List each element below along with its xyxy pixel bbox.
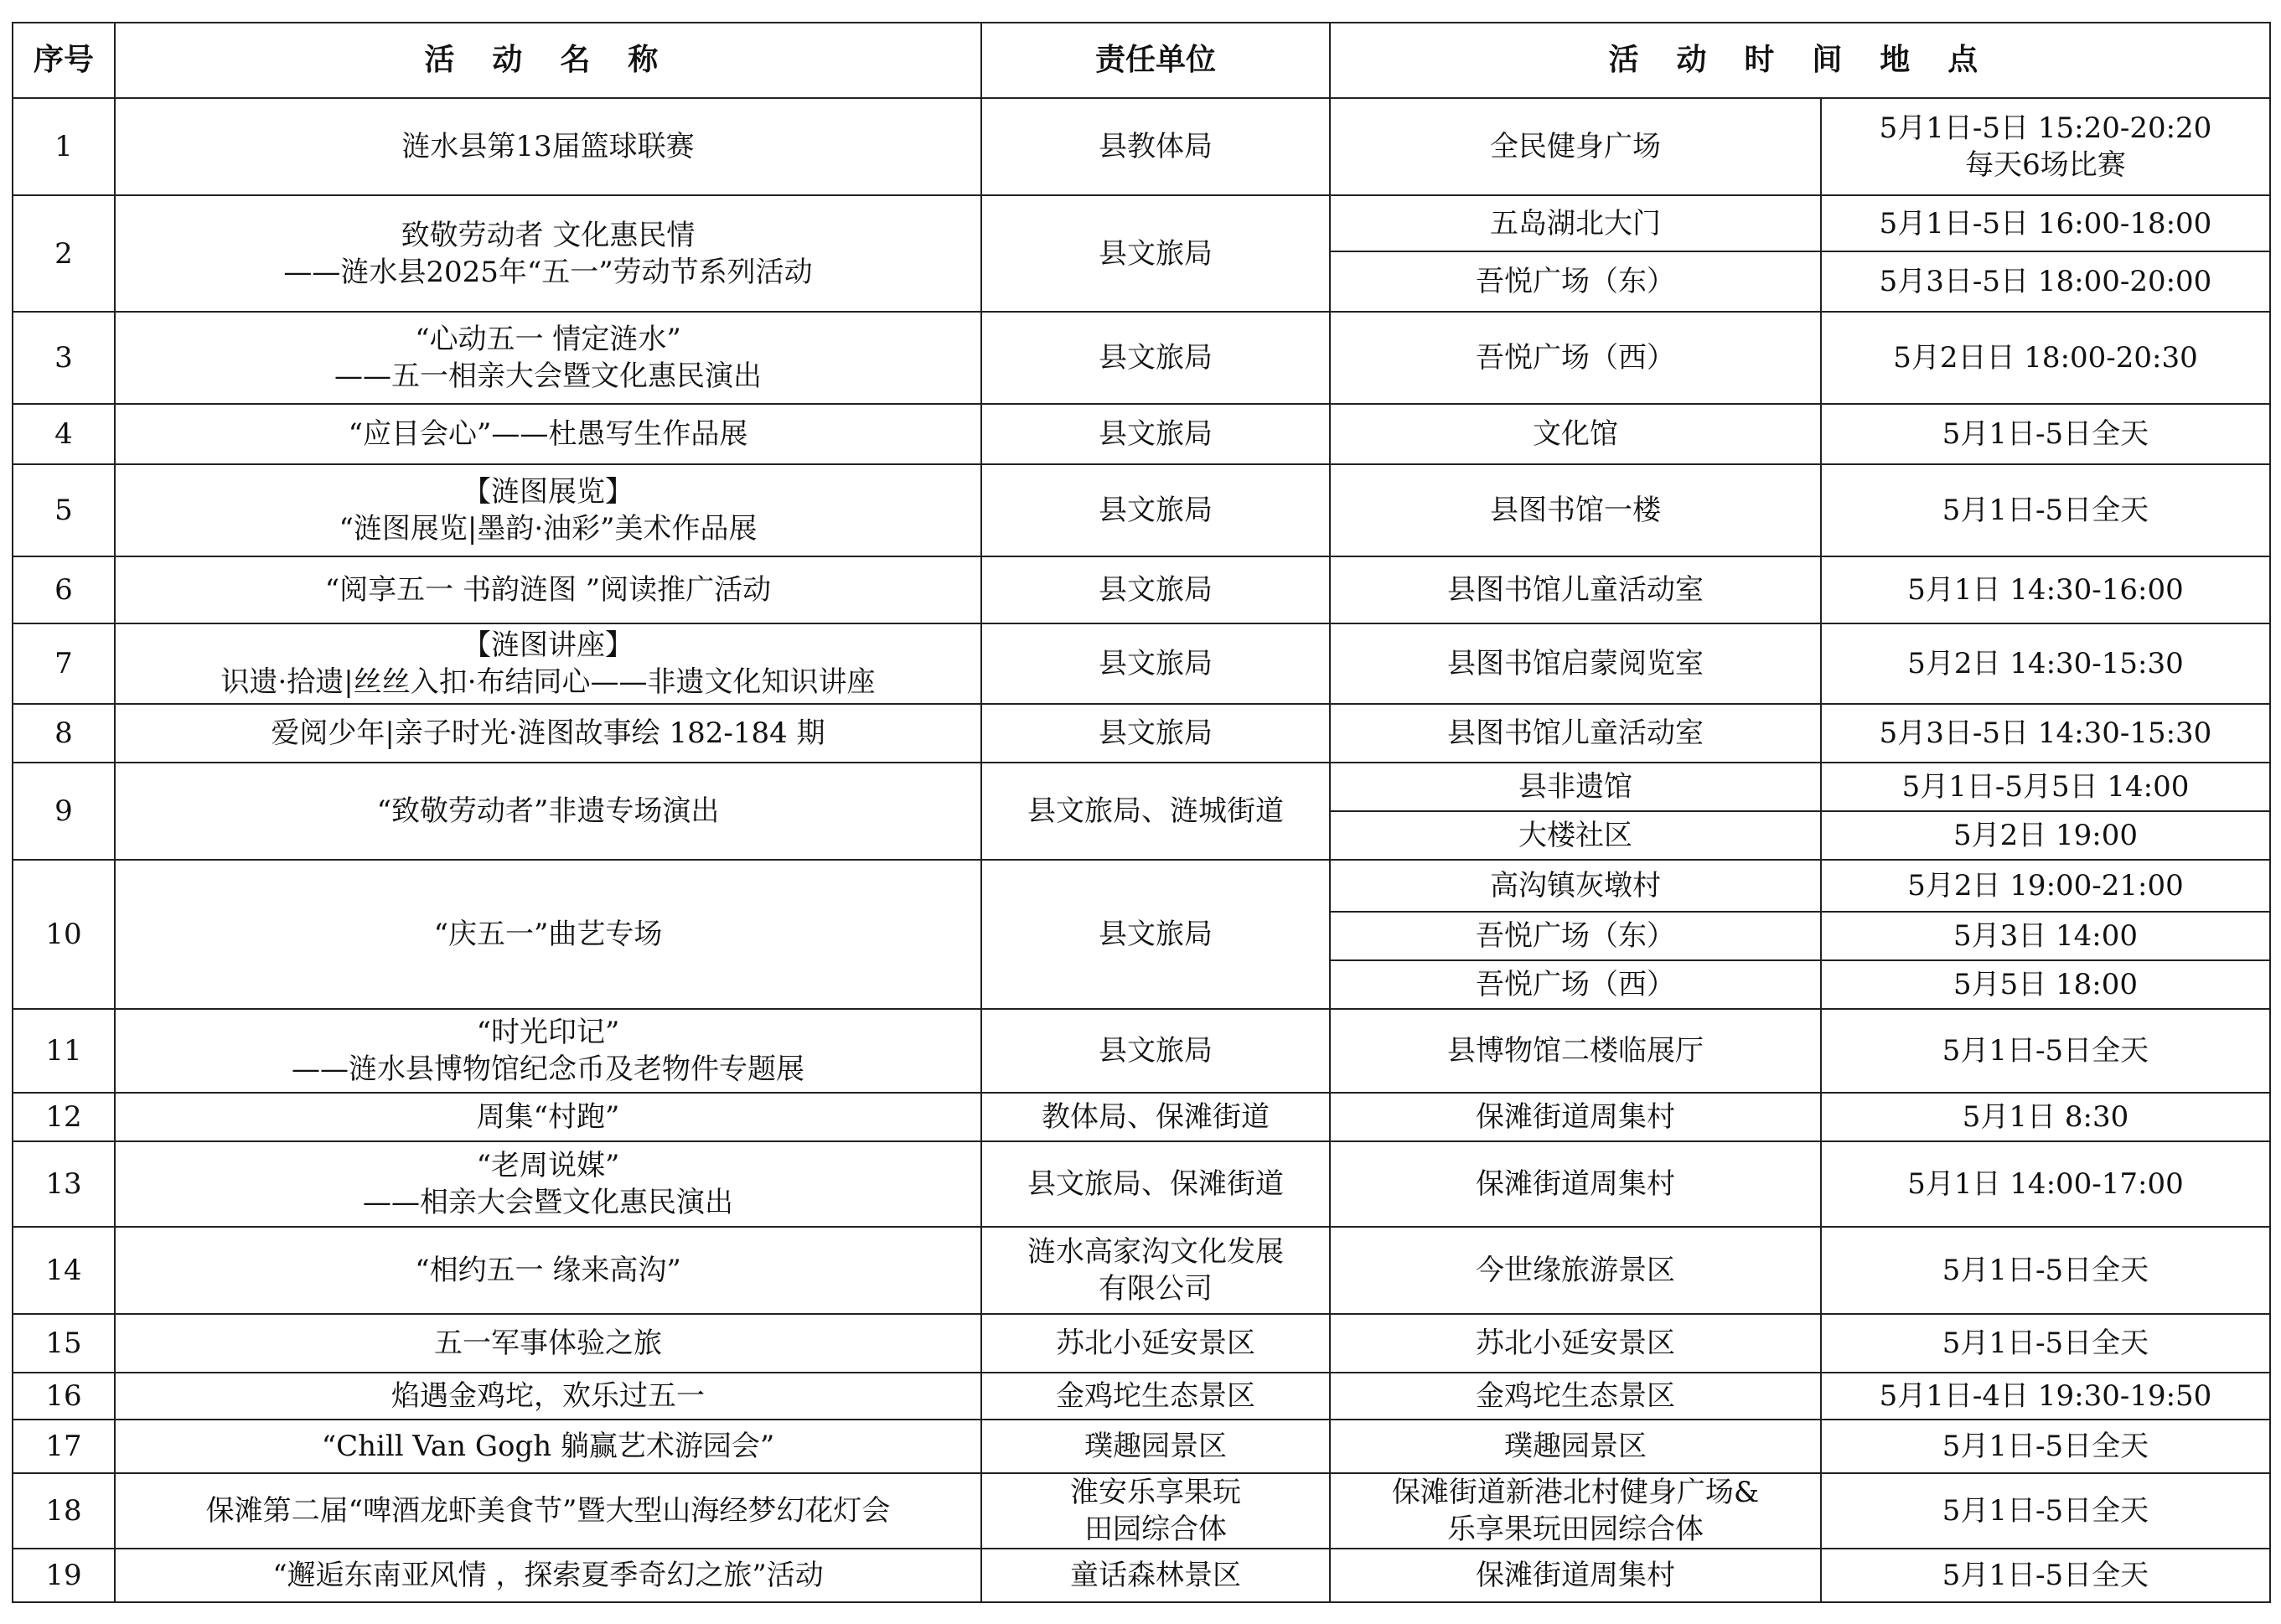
responsible-unit-line: 教体局、保滩街道 — [1042, 1100, 1270, 1134]
header-time-place: 活 动 时 间 地 点 — [1330, 23, 2270, 98]
activity-name-line: “心动五一 情定涟水” — [415, 323, 681, 356]
activity-place — [1330, 763, 1821, 811]
activity-time — [1821, 404, 2270, 464]
row-number: 16 — [13, 1373, 115, 1420]
activity-place-line: 县图书馆一楼 — [1490, 494, 1661, 527]
activity-time-line: 5月1日 8:30 — [1962, 1100, 2129, 1134]
table-row — [13, 704, 2270, 763]
activity-name — [115, 1420, 981, 1473]
activity-time — [1821, 1227, 2270, 1314]
activity-name-line: “邂逅东南亚风情 ，探索夏季奇幻之旅”活动 — [272, 1559, 824, 1592]
responsible-unit — [981, 312, 1330, 404]
activity-time-line: 5月3日-5日 18:00-20:00 — [1879, 265, 2212, 298]
responsible-unit-line: 县文旅局 — [1099, 573, 1213, 607]
row-number: 3 — [13, 312, 115, 404]
activity-place — [1330, 556, 1821, 623]
activity-place — [1330, 1009, 1821, 1093]
responsible-unit — [981, 1473, 1330, 1549]
responsible-unit — [981, 1009, 1330, 1093]
activity-time — [1821, 1314, 2270, 1373]
activity-place — [1330, 195, 1821, 251]
responsible-unit — [981, 1314, 1330, 1373]
activity-place-line: 金鸡坨生态景区 — [1476, 1379, 1675, 1413]
responsible-unit — [981, 98, 1330, 195]
responsible-unit — [981, 404, 1330, 464]
activity-place-line: 吾悦广场（西） — [1476, 341, 1675, 375]
activity-name — [115, 1549, 981, 1602]
table-row — [13, 1373, 2270, 1420]
activity-time-line: 5月2日 19:00-21:00 — [1907, 869, 2184, 903]
activity-place-line: 五岛湖北大门 — [1490, 206, 1661, 240]
activity-name-line: “涟图展览|墨韵·油彩”美术作品展 — [339, 512, 758, 546]
row-number: 6 — [13, 556, 115, 623]
activity-name-line: ——相亲大会暨文化惠民演出 — [363, 1186, 733, 1219]
activity-place — [1330, 960, 1821, 1009]
activity-name — [115, 1009, 981, 1093]
table-row — [13, 623, 2270, 704]
responsible-unit-line: 县文旅局、涟城街道 — [1027, 794, 1284, 828]
table-row — [13, 1314, 2270, 1373]
activity-time-line: 5月5日 18:00 — [1953, 968, 2139, 1001]
activity-place-line: 吾悦广场（东） — [1476, 919, 1675, 953]
row-number: 14 — [13, 1227, 115, 1314]
activity-time-line: 5月1日-5月5日 14:00 — [1901, 770, 2190, 804]
activity-name — [115, 1227, 981, 1314]
activity-name-line: ——涟水县博物馆纪念币及老物件专题展 — [292, 1052, 804, 1086]
activity-place — [1330, 1314, 1821, 1373]
responsible-unit-line: 县文旅局 — [1099, 417, 1213, 451]
activity-name-line: “时光印记” — [476, 1016, 620, 1049]
activity-name-line: ——涟水县2025年“五一”劳动节系列活动 — [283, 255, 813, 289]
table-row — [13, 312, 2270, 404]
activity-time-line: 5月1日-5日全天 — [1942, 1327, 2149, 1360]
responsible-unit — [981, 1093, 1330, 1141]
activity-schedule-table — [12, 22, 2271, 1603]
activity-place — [1330, 704, 1821, 763]
activity-name-line: 【涟图展览】 — [463, 475, 634, 509]
activity-time — [1821, 464, 2270, 556]
activity-time — [1821, 860, 2270, 912]
activity-time-line: 5月1日-5日 16:00-18:00 — [1879, 206, 2212, 240]
row-number: 8 — [13, 704, 115, 763]
activity-name-line: 周集“村跑” — [476, 1100, 620, 1134]
activity-place-line: 大楼社区 — [1518, 819, 1632, 852]
table-row — [13, 98, 2270, 195]
activity-place-line: 吾悦广场（东） — [1476, 265, 1675, 298]
activity-place-line: 保滩街道周集村 — [1476, 1100, 1675, 1134]
responsible-unit-line: 璞趣园景区 — [1084, 1430, 1227, 1463]
row-number: 12 — [13, 1093, 115, 1141]
responsible-unit-line: 苏北小延安景区 — [1056, 1327, 1255, 1360]
responsible-unit-line: 涟水高家沟文化发展 — [1027, 1235, 1284, 1269]
activity-name-line: 涟水县第13届篮球联赛 — [401, 130, 695, 163]
activity-name-line: “致敬劳动者”非遗专场演出 — [376, 794, 720, 828]
header-no: 序号 — [13, 23, 115, 98]
activity-place-line: 县图书馆儿童活动室 — [1447, 573, 1704, 607]
table-row — [13, 860, 2270, 912]
responsible-unit — [981, 1227, 1330, 1314]
activity-time-line: 5月3日 14:00 — [1953, 919, 2139, 953]
activity-name — [115, 1473, 981, 1549]
table-row — [13, 1549, 2270, 1602]
row-number: 18 — [13, 1473, 115, 1549]
responsible-unit-line: 淮安乐享果玩 — [1070, 1476, 1241, 1509]
activity-name — [115, 1314, 981, 1373]
activity-time — [1821, 1473, 2270, 1549]
table-row — [13, 195, 2270, 251]
header-row — [13, 23, 2270, 98]
activity-time-line: 5月1日 14:30-16:00 — [1907, 573, 2184, 607]
table-row — [13, 1141, 2270, 1227]
activity-place-line: 今世缘旅游景区 — [1476, 1254, 1675, 1287]
activity-name — [115, 98, 981, 195]
row-number: 9 — [13, 763, 115, 860]
responsible-unit — [981, 623, 1330, 704]
activity-name — [115, 312, 981, 404]
activity-time — [1821, 1141, 2270, 1227]
responsible-unit — [981, 1373, 1330, 1420]
activity-name — [115, 1093, 981, 1141]
activity-name-line: “庆五一”曲艺专场 — [433, 918, 663, 951]
activity-name — [115, 704, 981, 763]
activity-place-line: 文化馆 — [1533, 417, 1618, 451]
activity-name-line: 五一军事体验之旅 — [434, 1327, 662, 1360]
activity-name-line: “阅享五一 书韵涟图 ”阅读推广活动 — [324, 573, 772, 607]
responsible-unit-line: 童话森林景区 — [1070, 1559, 1241, 1592]
responsible-unit-line: 县文旅局 — [1099, 716, 1213, 750]
activity-time — [1821, 1549, 2270, 1602]
activity-place-line: 县博物馆二楼临展厅 — [1447, 1034, 1704, 1068]
activity-time-line: 每天6场比赛 — [1965, 148, 2126, 182]
activity-place — [1330, 1373, 1821, 1420]
activity-place-line: 璞趣园景区 — [1504, 1430, 1647, 1463]
activity-place — [1330, 464, 1821, 556]
activity-place — [1330, 1473, 1821, 1549]
activity-time-line: 5月1日-5日全天 — [1942, 1034, 2149, 1068]
activity-time — [1821, 1373, 2270, 1420]
activity-time — [1821, 912, 2270, 960]
activity-time — [1821, 763, 2270, 811]
responsible-unit-line: 有限公司 — [1099, 1272, 1213, 1306]
table-row — [13, 1473, 2270, 1549]
activity-place-line: 高沟镇灰墩村 — [1490, 869, 1661, 903]
responsible-unit-line: 县文旅局 — [1099, 1034, 1213, 1068]
activity-name-line: “相约五一 缘来高沟” — [415, 1254, 681, 1287]
table-row — [13, 1227, 2270, 1314]
activity-name-line: ——五一相亲大会暨文化惠民演出 — [334, 359, 762, 393]
activity-place-line: 保滩街道新港北村健身广场& — [1391, 1476, 1760, 1509]
header-unit: 责任单位 — [981, 23, 1330, 98]
activity-time — [1821, 556, 2270, 623]
responsible-unit — [981, 556, 1330, 623]
activity-time-line: 5月1日-4日 19:30-19:50 — [1879, 1379, 2212, 1413]
row-number: 15 — [13, 1314, 115, 1373]
activity-place — [1330, 404, 1821, 464]
activity-time-line: 5月1日-5日全天 — [1942, 417, 2149, 451]
responsible-unit-line: 金鸡坨生态景区 — [1056, 1379, 1255, 1413]
activity-name — [115, 1141, 981, 1227]
activity-name — [115, 623, 981, 704]
activity-place-line: 苏北小延安景区 — [1476, 1327, 1675, 1360]
activity-name-line: 【涟图讲座】 — [463, 628, 634, 662]
activity-time — [1821, 98, 2270, 195]
responsible-unit — [981, 763, 1330, 860]
responsible-unit-line: 县教体局 — [1099, 130, 1213, 163]
row-number: 1 — [13, 98, 115, 195]
activity-name-line: 保滩第二届“啤酒龙虾美食节”暨大型山海经梦幻花灯会 — [205, 1494, 891, 1528]
activity-time-line: 5月1日-5日全天 — [1942, 1430, 2149, 1463]
activity-name — [115, 860, 981, 1009]
row-number: 10 — [13, 860, 115, 1009]
activity-name-line: “老周说媒” — [476, 1149, 620, 1182]
activity-place — [1330, 1549, 1821, 1602]
activity-name — [115, 464, 981, 556]
activity-time — [1821, 623, 2270, 704]
row-number: 19 — [13, 1549, 115, 1602]
activity-time-line: 5月1日-5日全天 — [1942, 494, 2149, 527]
activity-place — [1330, 1420, 1821, 1473]
activity-name-line: 致敬劳动者 文化惠民情 — [401, 218, 696, 252]
responsible-unit-line: 县文旅局、保滩街道 — [1027, 1167, 1284, 1201]
activity-time-line: 5月2日 14:30-15:30 — [1907, 647, 2184, 680]
activity-place-line: 保滩街道周集村 — [1476, 1167, 1675, 1201]
row-number: 7 — [13, 623, 115, 704]
activity-time — [1821, 251, 2270, 312]
table-row — [13, 464, 2270, 556]
responsible-unit-line: 县文旅局 — [1099, 647, 1213, 680]
responsible-unit — [981, 1549, 1330, 1602]
activity-name-line: “Chill Van Gogh 躺赢艺术游园会” — [321, 1430, 775, 1463]
responsible-unit — [981, 1420, 1330, 1473]
activity-place — [1330, 98, 1821, 195]
activity-name-line: 爱阅少年|亲子时光·涟图故事绘 182-184 期 — [271, 716, 825, 750]
activity-time — [1821, 1093, 2270, 1141]
activity-place-line: 乐享果玩田园综合体 — [1447, 1513, 1704, 1546]
header-name: 活 动 名 称 — [115, 23, 981, 98]
table-row — [13, 1420, 2270, 1473]
activity-place-line: 保滩街道周集村 — [1476, 1559, 1675, 1592]
activity-place-line: 县非遗馆 — [1518, 770, 1632, 804]
responsible-unit-line: 县文旅局 — [1099, 918, 1213, 951]
activity-name-line: 识遗·拾遗|丝丝入扣·布结同心——非遗文化知识讲座 — [220, 665, 876, 699]
row-number: 17 — [13, 1420, 115, 1473]
table-row — [13, 556, 2270, 623]
activity-place — [1330, 251, 1821, 312]
activity-place — [1330, 623, 1821, 704]
table-row — [13, 1093, 2270, 1141]
table-row — [13, 1009, 2270, 1093]
activity-time — [1821, 811, 2270, 860]
responsible-unit-line: 田园综合体 — [1084, 1513, 1227, 1546]
activity-time — [1821, 704, 2270, 763]
activity-time-line: 5月1日-5日 15:20-20:20 — [1879, 111, 2212, 145]
responsible-unit — [981, 464, 1330, 556]
schedule-page — [12, 22, 2269, 1612]
activity-name — [115, 404, 981, 464]
responsible-unit — [981, 860, 1330, 1009]
activity-time — [1821, 1420, 2270, 1473]
activity-time — [1821, 312, 2270, 404]
activity-name — [115, 763, 981, 860]
row-number: 11 — [13, 1009, 115, 1093]
activity-time-line: 5月1日 14:00-17:00 — [1907, 1167, 2184, 1201]
activity-time-line: 5月2日日 18:00-20:30 — [1893, 341, 2198, 375]
activity-name-line: 焰遇金鸡坨，欢乐过五一 — [391, 1379, 705, 1413]
activity-place — [1330, 912, 1821, 960]
activity-place — [1330, 1141, 1821, 1227]
activity-place — [1330, 312, 1821, 404]
activity-place — [1330, 1227, 1821, 1314]
row-number: 5 — [13, 464, 115, 556]
activity-time — [1821, 1009, 2270, 1093]
activity-name — [115, 195, 981, 312]
responsible-unit — [981, 195, 1330, 312]
activity-place-line: 县图书馆儿童活动室 — [1447, 716, 1704, 750]
activity-time — [1821, 195, 2270, 251]
activity-place-line: 全民健身广场 — [1490, 130, 1661, 163]
responsible-unit — [981, 704, 1330, 763]
schedule-body — [13, 98, 2270, 1602]
table-row — [13, 763, 2270, 811]
activity-place — [1330, 1093, 1821, 1141]
row-number: 4 — [13, 404, 115, 464]
table-row — [13, 404, 2270, 464]
activity-time-line: 5月1日-5日全天 — [1942, 1559, 2149, 1592]
responsible-unit — [981, 1141, 1330, 1227]
responsible-unit-line: 县文旅局 — [1099, 341, 1213, 375]
responsible-unit-line: 县文旅局 — [1099, 236, 1213, 271]
activity-time-line: 5月1日-5日全天 — [1942, 1254, 2149, 1287]
activity-time-line: 5月1日-5日全天 — [1942, 1494, 2149, 1528]
activity-place-line: 县图书馆启蒙阅览室 — [1447, 647, 1704, 680]
row-number: 13 — [13, 1141, 115, 1227]
activity-place — [1330, 811, 1821, 860]
activity-time — [1821, 960, 2270, 1009]
row-number: 2 — [13, 195, 115, 312]
activity-name — [115, 556, 981, 623]
activity-time-line: 5月3日-5日 14:30-15:30 — [1879, 716, 2212, 750]
responsible-unit-line: 县文旅局 — [1099, 494, 1213, 527]
activity-name-line: “应目会心”——杜愚写生作品展 — [348, 417, 748, 451]
activity-time-line: 5月2日 19:00 — [1953, 819, 2139, 852]
activity-place — [1330, 860, 1821, 912]
activity-place-line: 吾悦广场（西） — [1476, 968, 1675, 1001]
activity-name — [115, 1373, 981, 1420]
